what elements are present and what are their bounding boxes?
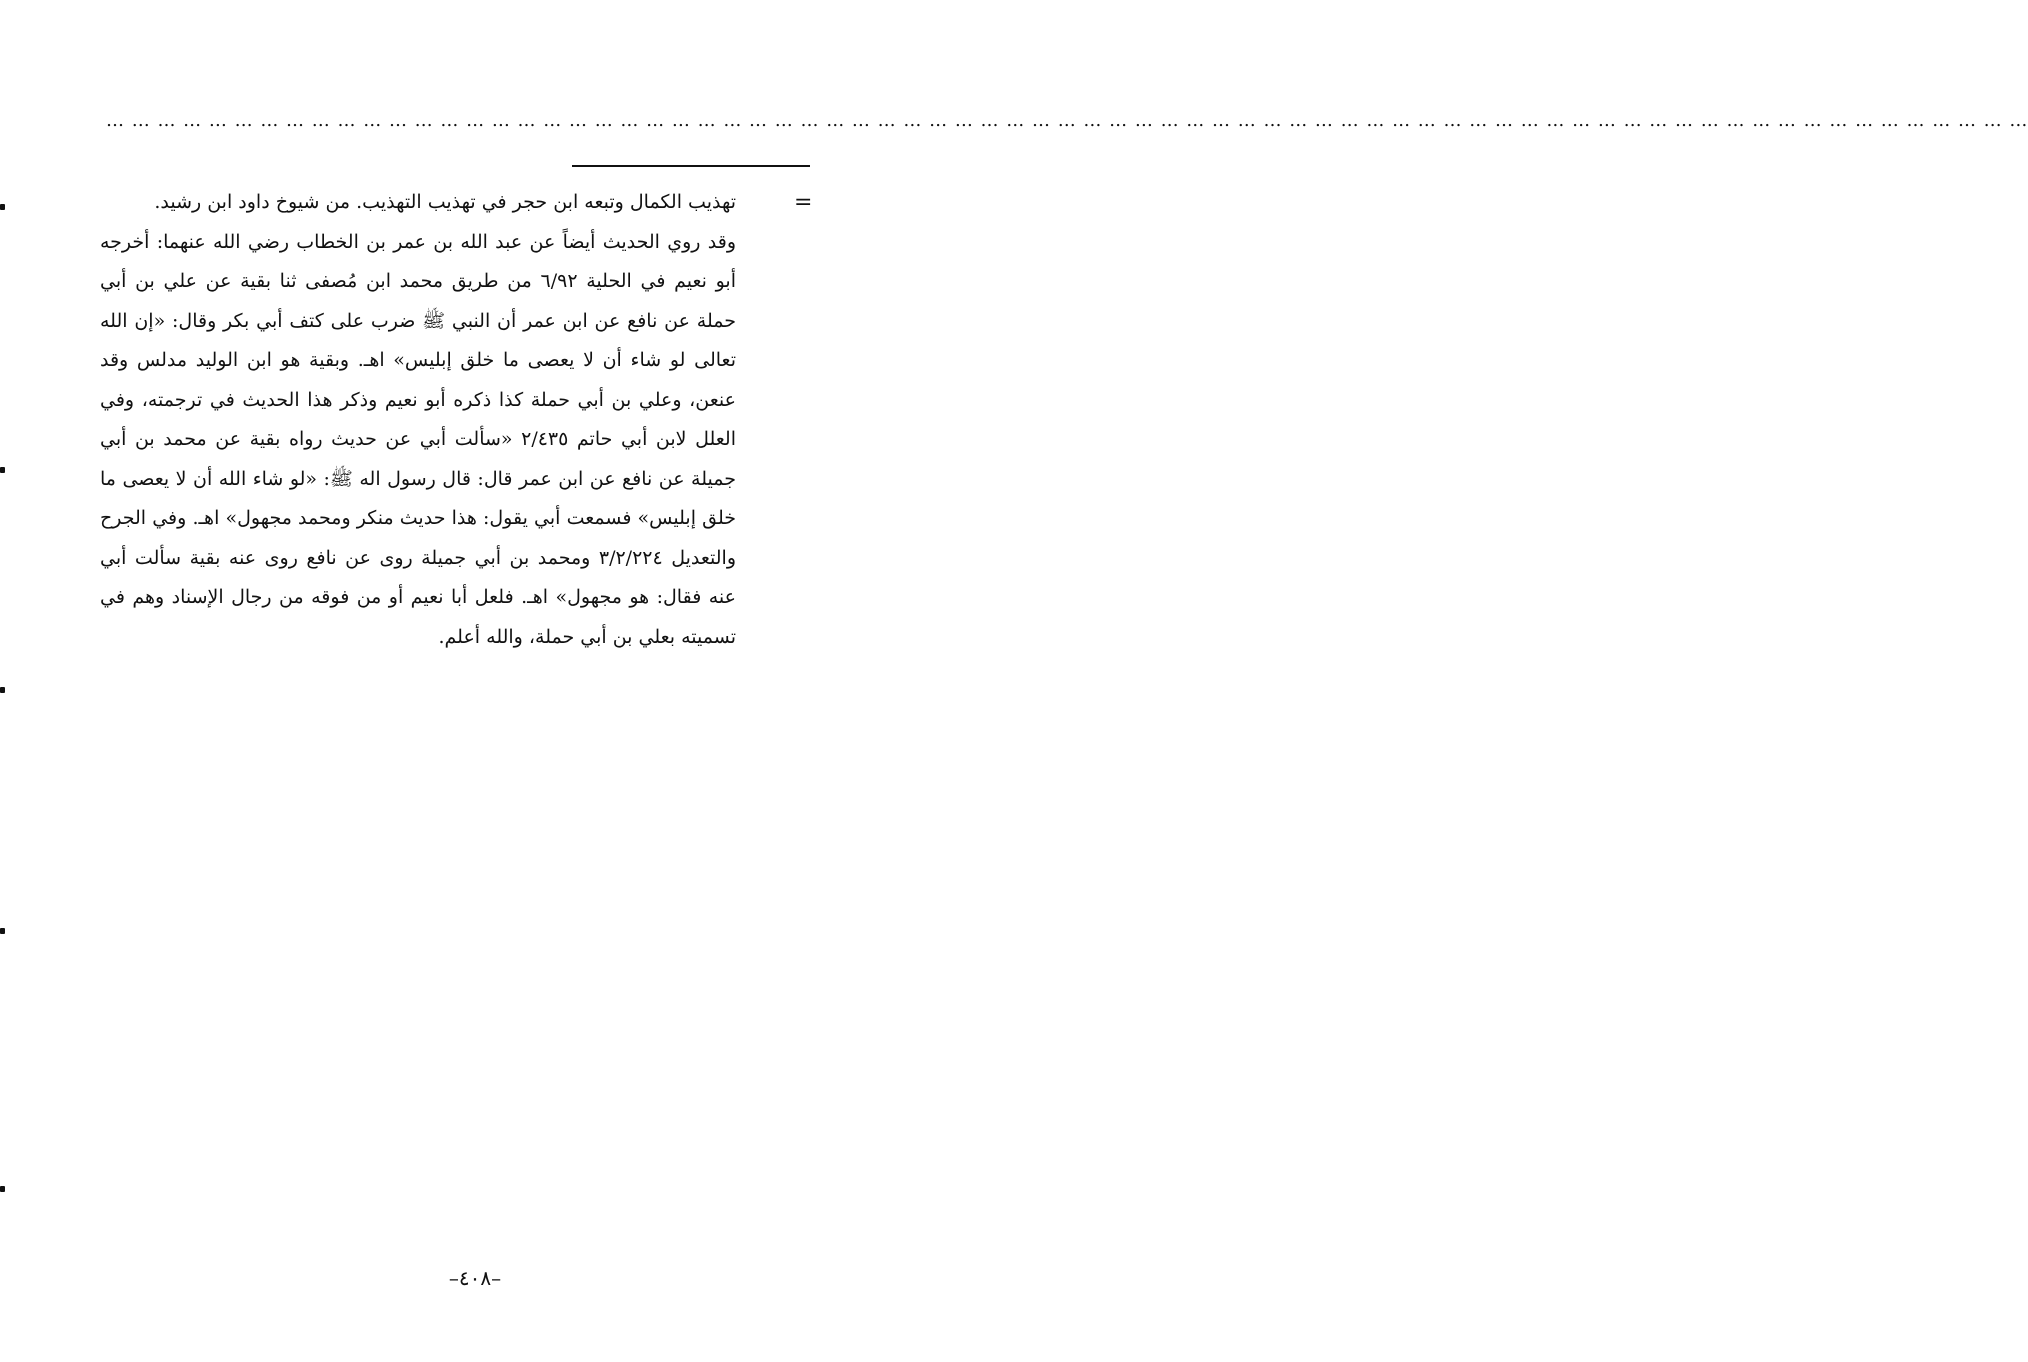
page-number: –٤٠٨– (448, 1266, 502, 1290)
footnote-text (100, 183, 736, 657)
footnote-paragraph: تهذيب الكمال وتبعه ابن حجر في تهذيب التهذيب. من شيوخ داود ابن رشيد. (154, 191, 736, 213)
scan-edge-mark (0, 928, 5, 934)
scan-edge-mark (0, 1186, 5, 1192)
scan-edge-mark (0, 467, 5, 473)
footnote-rule (572, 165, 810, 167)
footnote-separator-dots: … … … … … … … … … … … … … … … … … … … … … … … … … … … … … … … … … … … … … … … … … … … … … … … … … … … … … … … … … … … … … … … … … … … … … … … … … … … (106, 110, 2028, 131)
footnote-paragraph: وقد روي الحديث أيضاً عن عبد الله بن عمر بن الخطاب رضي الله عنهما: أخرجه أبو نعيم في الحلية ٦/٩٢ من طريق محمد ابن مُصفى ثنا بقية عن علي بن أبي حملة عن نافع عن ابن عمر أن النبي ﷺ ضرب على كتف أبي بكر وقال: «إن الله تعالى لو شاء أن لا يعصى ما خلق إبليس» اهـ. وبقية هو ابن الوليد مدلس وقد عنعن، وعلي بن أبي حملة كذا ذكره أبو نعيم وذكر هذا الحديث في ترجمته، وفي العلل لابن أبي حاتم ٢/٤٣٥ «سألت أبي عن حديث رواه بقية عن محمد بن أبي جميلة عن نافع عن ابن عمر قال: قال رسول اله ﷺ: «لو شاء الله أن لا يعصى ما خلق إبليس» فسمعت أبي يقول: هذا حديث منكر ومحمد مجهول» اهـ. وفي الجرح والتعديل ٣/٢/٢٢٤ ومحمد بن أبي جميلة روى عن نافع روى عنه بقية سألت أبي عنه فقال: هو مجهول» اهـ. فلعل أبا نعيم أو من فوقه من رجال الإسناد وهم في تسميته بعلي بن أبي حملة، والله أعلم. (100, 230, 736, 648)
scan-edge-mark (0, 687, 5, 693)
scan-edge-mark (0, 204, 5, 210)
continuation-mark: = (794, 190, 813, 215)
